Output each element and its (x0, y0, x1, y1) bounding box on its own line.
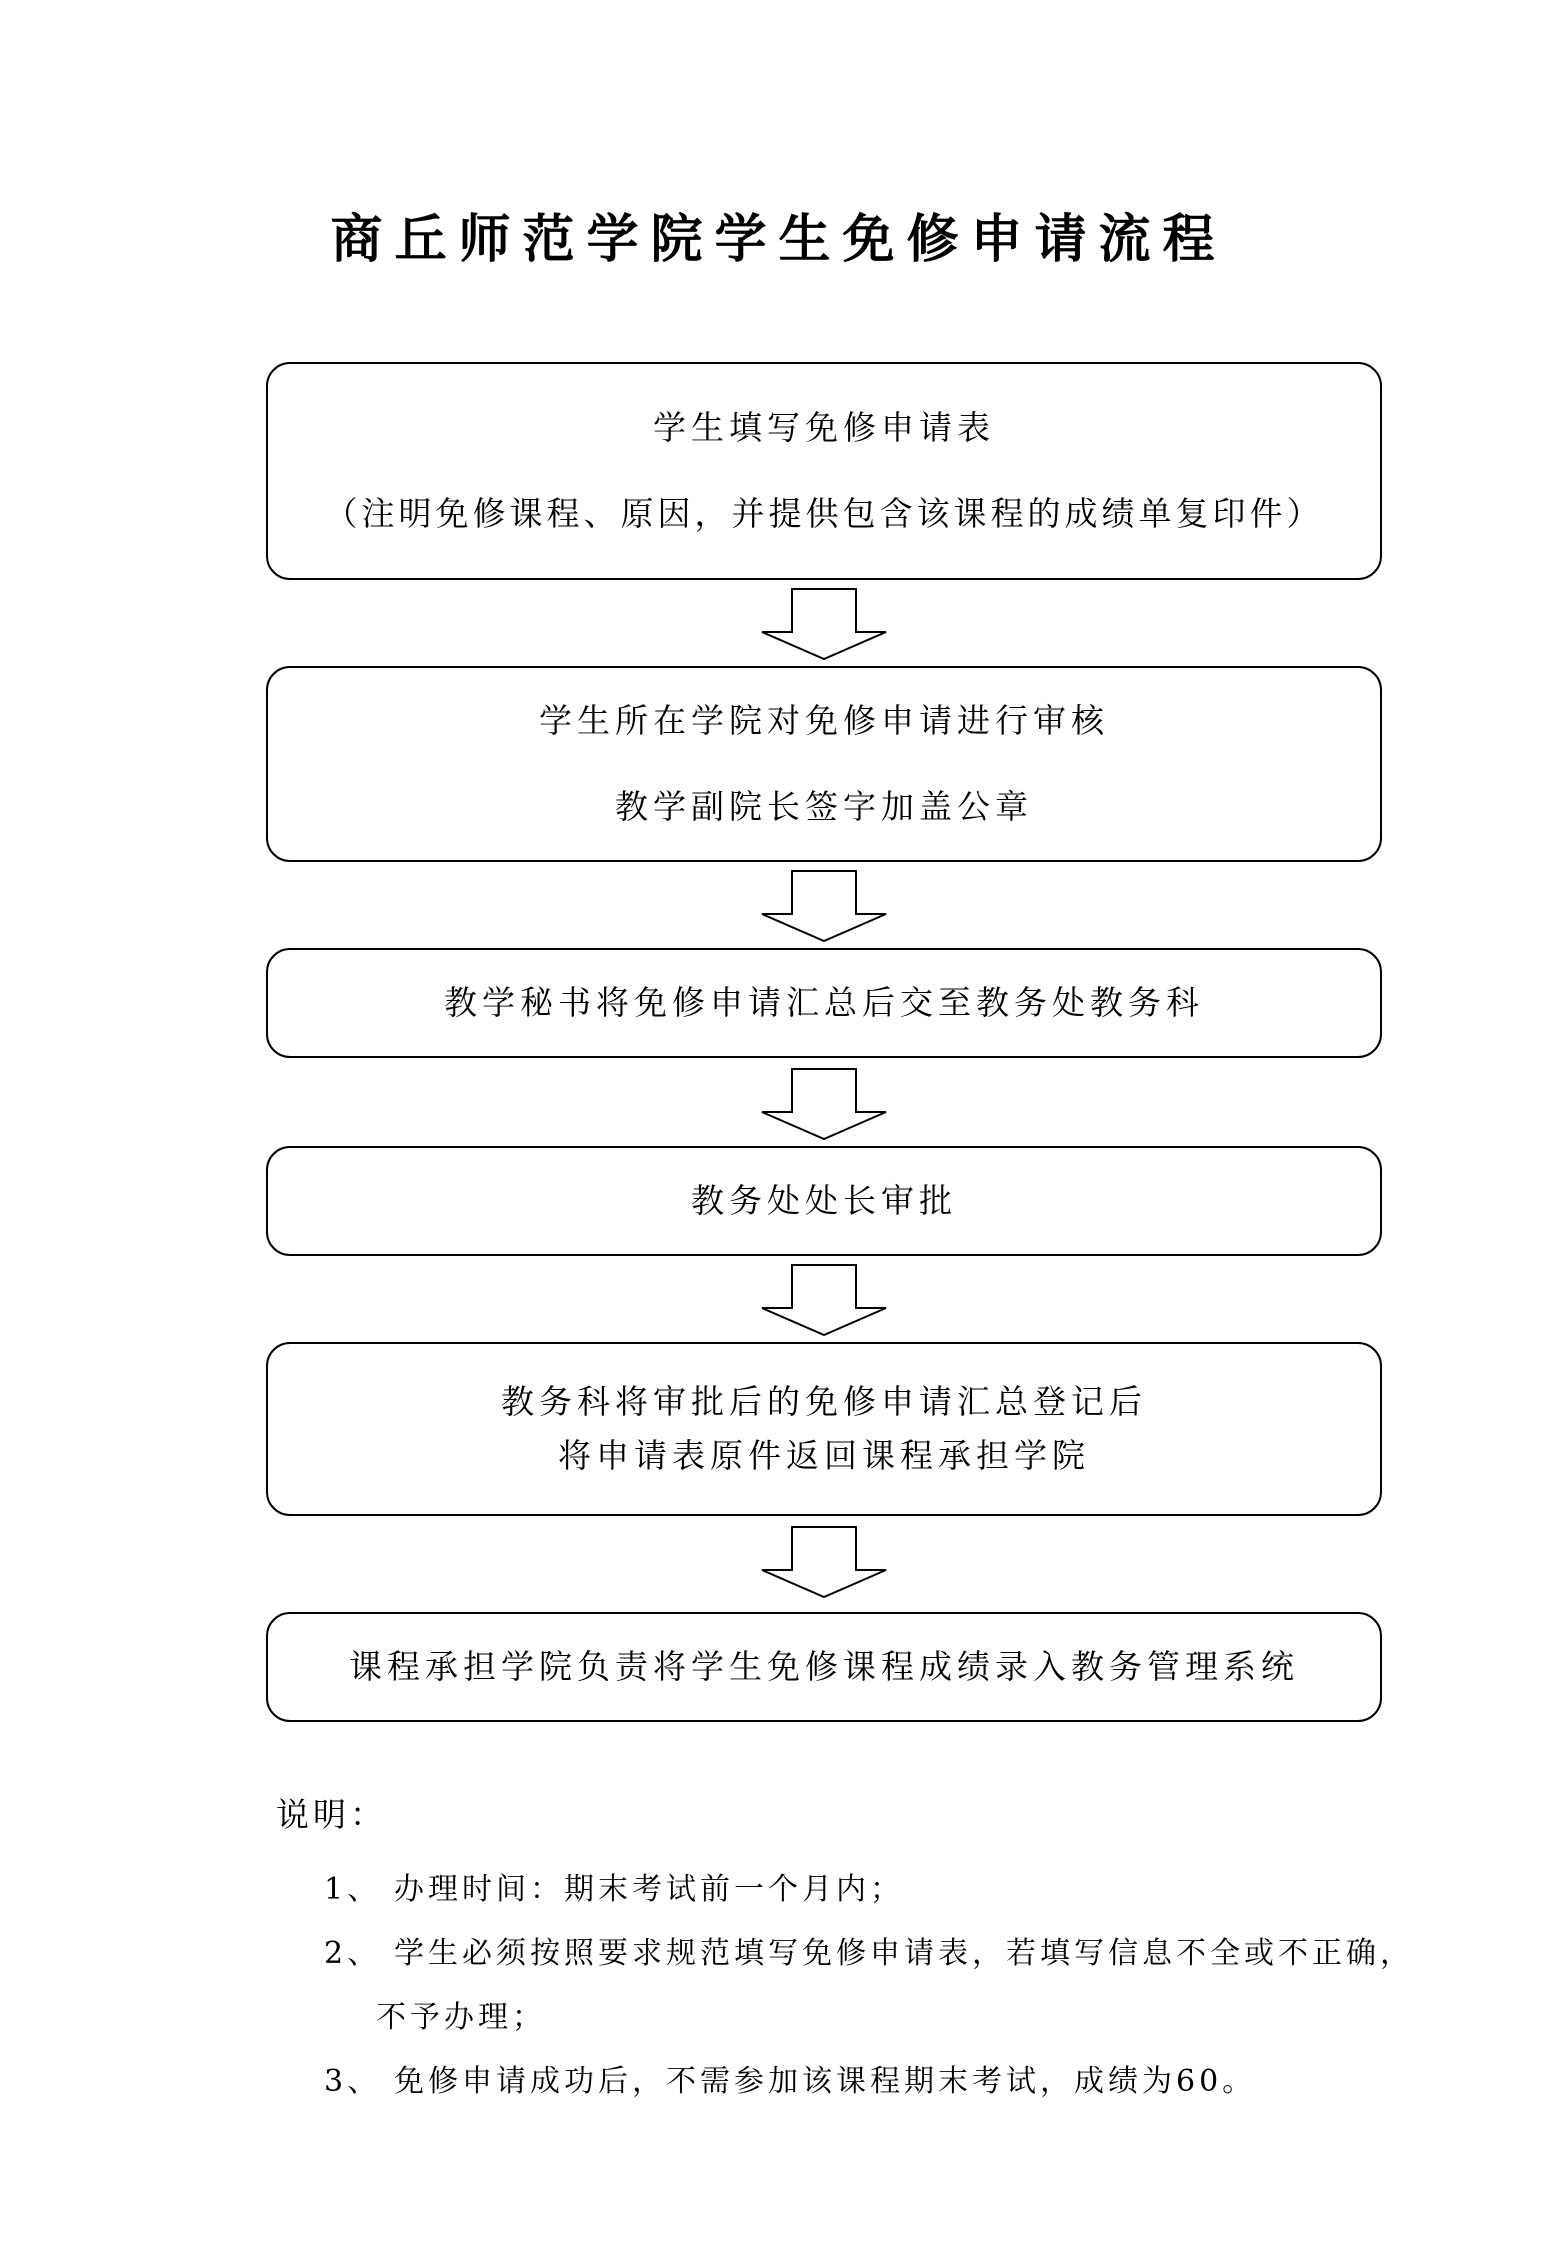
note-text: 办理时间：期末考试前一个月内； (394, 1872, 904, 1907)
flow-step-3 (266, 948, 1382, 1058)
note-item (276, 1858, 1396, 1922)
step-5-line-2: 将申请表原件返回课程承担学院 (558, 1436, 1090, 1475)
notes-section (276, 1790, 1414, 2114)
step-5-line-1: 教务科将审批后的免修申请汇总登记后 (501, 1382, 1147, 1421)
step-1-line-2: （注明免修课程、原因，并提供包含该课程的成绩单复印件） (324, 494, 1324, 533)
down-arrow-icon (760, 1526, 888, 1598)
down-arrow-icon (760, 588, 888, 660)
step-2-line-2: 教学副院长签字加盖公章 (615, 787, 1033, 826)
flow-step-1 (266, 362, 1382, 580)
note-number: 2、 (324, 1936, 382, 1971)
note-text: 免修申请成功后，不需参加该课程期末考试，成绩为60。 (394, 2064, 1257, 2099)
page-title: 商丘师范学院学生免修申请流程 (330, 210, 1227, 270)
step-4-line-1: 教务处处长审批 (691, 1181, 957, 1220)
flow-step-2 (266, 666, 1382, 862)
flow-step-6 (266, 1612, 1382, 1722)
flow-step-5 (266, 1342, 1382, 1516)
down-arrow-icon (760, 1068, 888, 1140)
flow-step-4 (266, 1146, 1382, 1256)
step-6-line-1: 课程承担学院负责将学生免修课程成绩录入教务管理系统 (349, 1647, 1299, 1686)
notes-heading: 说明： (276, 1795, 387, 1834)
down-arrow-icon (760, 1264, 888, 1336)
note-text-continuation: 不予办理； (376, 2000, 546, 2035)
down-arrow-icon (760, 870, 888, 942)
note-item (276, 2050, 1396, 2114)
note-item (276, 1922, 1414, 2050)
step-1-line-1: 学生填写免修申请表 (653, 408, 995, 447)
note-text: 学生必须按照要求规范填写免修申请表，若填写信息不全或不正确， (394, 1936, 1414, 1971)
note-number: 3、 (324, 2064, 382, 2099)
note-number: 1、 (324, 1872, 382, 1907)
step-2-line-1: 学生所在学院对免修申请进行审核 (539, 701, 1109, 740)
step-3-line-1: 教学秘书将免修申请汇总后交至教务处教务科 (444, 983, 1204, 1022)
